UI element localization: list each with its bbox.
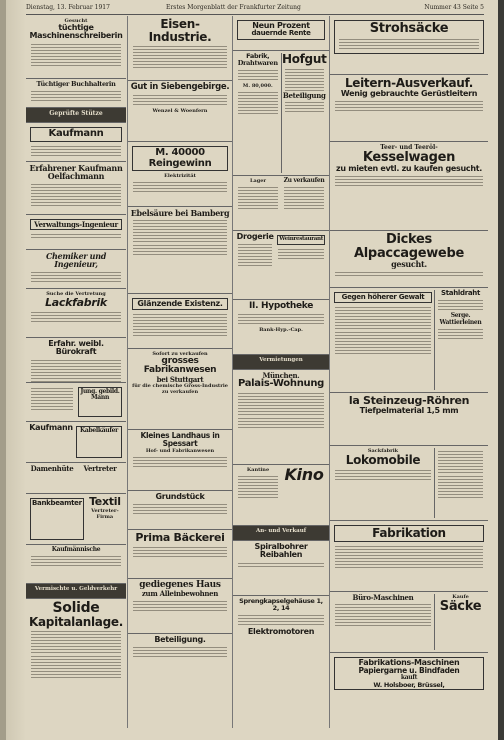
ad-title: Kesselwagen: [362, 150, 456, 165]
ad-title: Hofgut: [281, 52, 327, 66]
ad-heading: Sofort zu verkaufen: [152, 351, 208, 357]
ad-title: Gut in Siebengebirge.: [130, 82, 230, 92]
ad-title: Kaufmann: [29, 423, 73, 432]
ad-subtitle: Wenig gebrauchte Gerüstleitern: [340, 88, 478, 98]
ad-nine-percent: [233, 16, 329, 51]
ad-alpaca-fabric: [330, 231, 488, 288]
ad-country-house: [128, 430, 232, 491]
column-3: [232, 16, 329, 728]
ad-partnership: [128, 634, 232, 678]
ad-title: Dickes Alpaccagewebe: [354, 232, 464, 261]
section-bar-buy-sell: An- und Verkauf: [233, 526, 329, 541]
header-title: Erstes Morgenblatt der Frankfurter Zeitung: [166, 4, 301, 11]
ad-subtitle: Kapitalanlage.: [29, 614, 123, 629]
ad-detonator-casings: [233, 596, 329, 660]
ad-title: Fabrik,: [246, 52, 270, 60]
ad-title: Serge. Wattierleinen: [439, 312, 482, 326]
ad-title: Glänzende Existenz.: [132, 298, 228, 310]
ad-signature: W. Holsboer, Brüssel,: [373, 680, 445, 689]
ad-brilliant-existence: [128, 294, 232, 349]
ad-subtitle: gesucht.: [391, 259, 427, 270]
ad-subtitle: Elektrizität: [164, 173, 196, 179]
ad-title: Damenhüte: [30, 464, 74, 473]
ad-heading: München.: [262, 371, 300, 380]
ad-sacks: [330, 592, 488, 653]
ad-straw-sacks: [330, 16, 488, 75]
ad-title: Lokomobile: [345, 453, 421, 467]
ad-title: Sprengkapselgehäuse 1, 2, 14: [239, 597, 323, 612]
ad-title: Spiralbohrer: [254, 542, 308, 551]
ad-subtitle: bei Stuttgart: [156, 374, 204, 384]
ad-solid-investment: [26, 599, 126, 713]
column-1: [26, 16, 126, 728]
ad-title: Textil: [89, 495, 121, 508]
ad-title: Stahldraht: [440, 289, 480, 297]
ad-drills: [233, 541, 329, 596]
ad-heading: Sackfabrik: [367, 448, 399, 454]
ad-title: Strohsäcke: [369, 21, 449, 36]
ad-subtitle: dauernde Rente: [251, 29, 311, 38]
ad-bank-textile: [26, 494, 126, 545]
ad-subtitle: Hof- und Fabrikanwesen: [145, 447, 215, 454]
ad-heading: Suche die Vertretung: [46, 291, 106, 297]
ad-title: Kaufmann: [30, 127, 122, 142]
ad-iron-industry: [128, 16, 232, 81]
ad-title: Säcke: [439, 599, 482, 614]
ad-office-worker: [26, 338, 126, 383]
ad-title: Erfahrener Kaufmann Oelfachmann: [29, 163, 123, 182]
ad-title: gediegenes Haus: [139, 580, 221, 590]
page-margin-shadow: [6, 0, 26, 740]
ad-title: Kleines Landhaus in Spessart: [140, 431, 220, 448]
ad-subtitle: zu verkaufen: [161, 389, 199, 396]
ad-factory-stuttgart: [128, 349, 232, 430]
ad-fabrication: [330, 521, 488, 592]
ad-title: Grundstück: [155, 492, 205, 501]
ad-kaufmann: [26, 123, 126, 162]
ad-subtitle: Bank-Hyp.-Cap.: [259, 327, 303, 334]
ad-title: tüchtige Maschinenschreiberin: [29, 23, 123, 41]
ad-title: Kaufmännische: [51, 546, 101, 553]
ad-plot: [128, 491, 232, 530]
ad-title: M. 40000 Reingewinn: [132, 146, 228, 171]
ad-title: Verwaltungs-Ingenieur: [30, 219, 122, 230]
ad-title: Tüchtiger Buchhalterin: [36, 80, 116, 88]
ad-net-profit: [128, 142, 232, 207]
ad-young-man: [26, 383, 126, 422]
ad-warehouse: [233, 176, 329, 231]
ad-subtitle: für die chemische Gross-Industrie: [132, 383, 228, 390]
ad-subtitle: Drahtwaren: [237, 58, 278, 67]
ad-title: Fabrikation: [334, 525, 484, 542]
ad-title: Reibahlen: [259, 550, 303, 560]
ad-subtitle: Beteiligung: [282, 90, 326, 100]
ad-subtitle: Tiefpelmaterial 1,5 mm: [359, 405, 459, 415]
ad-title: Bankbeamter: [30, 498, 84, 540]
ad-title: Eisen-Industrie.: [148, 17, 212, 44]
ad-estate-siebengebirge: [128, 81, 232, 142]
ad-kaufmann-cable: [26, 422, 126, 463]
ad-title: II. Hypotheke: [248, 301, 314, 311]
column-4: [329, 16, 488, 728]
header-date: Dienstag, 13. Februar 1917: [26, 4, 110, 11]
ad-oil-specialist: [26, 162, 126, 215]
ad-title: Drogerie: [236, 232, 274, 241]
ad-title: Büro-Maschinen: [352, 593, 414, 602]
header-page-number: Nummer 43 Seite 5: [424, 4, 484, 11]
section-bar-rentals: Vermietungen: [233, 355, 329, 370]
ad-title: Lager: [249, 178, 267, 184]
ad-house: [128, 579, 232, 634]
ad-twine-machines: [330, 653, 488, 727]
ad-title: Chemiker und Ingenieur,: [45, 251, 107, 270]
ad-subtitle: zum Alleinbewohnen: [141, 589, 219, 599]
ad-title: Solide: [52, 600, 100, 616]
ad-ladders: [330, 75, 488, 142]
ad-heading: Teer- und Teeröl-: [380, 144, 438, 151]
ad-chemist: [26, 250, 126, 289]
ad-subtitle: Papiergarne u. Bindfaden: [358, 666, 460, 676]
ad-hats: [26, 463, 126, 494]
ad-title: Kino: [284, 465, 324, 484]
ad-engineer: [26, 215, 126, 250]
ad-subtitle: Elektromotoren: [247, 626, 315, 636]
ad-heading: Kaufe: [452, 594, 469, 600]
ad-lacquer-factory: [26, 289, 126, 338]
newspaper-page: [6, 0, 498, 740]
ad-bakery: [128, 530, 232, 579]
ad-title: Leitern-Ausverkauf.: [344, 76, 474, 90]
ad-title: Prima Bäckerei: [135, 531, 225, 544]
section-bar-positions: Geprüfte Stütze: [26, 108, 126, 123]
ad-heading: Gesucht: [64, 18, 88, 24]
ad-typist-wanted: [26, 16, 126, 79]
ad-factory-farm: [233, 51, 329, 176]
ad-subtitle: zu mieten evtl. zu kaufen gesucht.: [335, 163, 483, 173]
page-header: [26, 2, 484, 15]
ad-title: Kabelkäufer: [76, 426, 122, 458]
ad-stoneware-pipes: [330, 393, 488, 446]
ad-subtitle: Vertreter-Firma: [91, 507, 119, 520]
ad-bamberg: [128, 207, 232, 294]
ad-munich-apartment: [233, 370, 329, 465]
ad-title: Fabrikations-Maschinen: [358, 658, 460, 667]
ad-title: Kantine: [246, 467, 270, 473]
ad-force-majeure: [330, 288, 488, 393]
ad-title: Vertreter: [83, 464, 117, 473]
ad-signature: Wenzel & Woenfern: [152, 107, 208, 114]
ad-bookkeeper: [26, 79, 126, 108]
ad-commercial: [26, 545, 126, 584]
ad-drugstore: [233, 231, 329, 300]
ad-price: M. 80,000.: [242, 82, 273, 89]
ad-title: grosses Fabrikanwesen: [143, 356, 217, 376]
ad-title: Neun Prozent: [252, 21, 310, 30]
ad-title: Zu verkaufen: [283, 177, 325, 184]
column-2: [127, 16, 232, 728]
ad-title: Jung. gebild. Mann: [78, 387, 122, 417]
ad-canteen-cinema: [233, 465, 329, 526]
ad-title: Erfahr. weibl. Bürokraft: [48, 339, 104, 357]
ad-subtitle: kauft: [400, 674, 418, 682]
ad-tank-cars: [330, 142, 488, 231]
ad-title: Ebelsäure bei Bamberg: [130, 208, 230, 218]
ad-title: la Steinzeug-Röhren: [348, 394, 470, 407]
ad-title: Weinrestaurant: [277, 235, 325, 245]
section-bar-misc: Vermischte u. Geldverkehr: [26, 584, 126, 599]
ad-title: Gegen höherer Gewalt: [334, 292, 432, 303]
ad-mortgage: [233, 300, 329, 355]
ad-title: Palais-Wohnung: [237, 378, 325, 390]
ad-title: Beteiligung.: [154, 635, 206, 644]
ad-title: Lackfabrik: [45, 296, 107, 309]
ad-locomobile: [330, 446, 488, 521]
